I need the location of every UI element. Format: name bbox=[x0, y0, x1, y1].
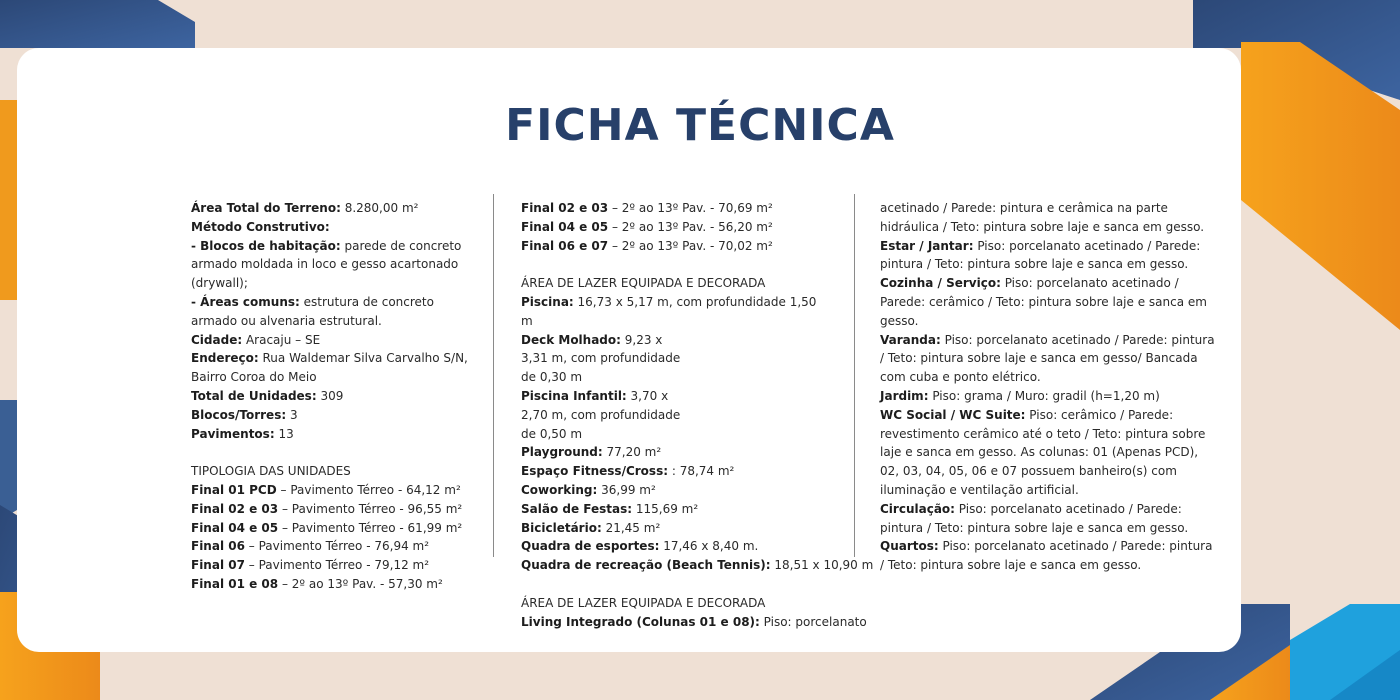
tipologia-item: Final 02 e 03 – 2º ao 13º Pav. - 70,69 m² bbox=[521, 201, 773, 215]
lazer-item: Playground: 77,20 m² bbox=[521, 445, 662, 460]
living-integrado: Living Integrado (Colunas 01 e 08): Piso: porcelanato bbox=[521, 614, 867, 629]
column-divider bbox=[493, 194, 494, 557]
lazer-heading: ÁREA DE LAZER EQUIPADA E DECORADA bbox=[521, 276, 766, 291]
column-general-info bbox=[191, 199, 481, 594]
blocos-habitacao: - Blocos de habitação: parede de concreto armado moldada in loco e gesso acartonado (drywall); bbox=[191, 238, 462, 291]
lazer-item: Deck Molhado: 9,23 x 3,31 m, com profundidade de 0,30 m bbox=[521, 332, 681, 385]
pavimentos: Pavimentos: 13 bbox=[191, 426, 294, 441]
lazer-item: Coworking: 36,99 m² bbox=[521, 482, 656, 497]
page-title: FICHA TÉCNICA bbox=[505, 100, 895, 151]
tipologia-item: Final 07 – Pavimento Térreo - 79,12 m² bbox=[191, 558, 430, 573]
tipologia-item: Final 04 e 05 – Pavimento Térreo - 61,99 m² bbox=[191, 520, 463, 535]
finish-item: Quartos: Piso: porcelanato acetinado / Parede: pintura / Teto: pintura sobre laje e sanca em gesso. bbox=[880, 539, 1213, 573]
finish-item: Cozinha / Serviço: Piso: porcelanato acetinado / Parede: cerâmico / Teto: pintura sobre laje e sanca em gesso. bbox=[880, 276, 1207, 328]
finish-item: Circulação: Piso: porcelanato acetinado / Parede: pintura / Teto: pintura sobre laje e sanca em gesso. bbox=[880, 501, 1189, 535]
deco-left-navy bbox=[0, 400, 17, 520]
living-continuation: acetinado / Parede: pintura e cerâmica na parte hidráulica / Teto: pintura sobre laje e sanca em gesso. bbox=[880, 201, 1205, 234]
lazer-item: Quadra de esportes: 17,46 x 8,40 m. bbox=[521, 539, 759, 554]
tipologia-item: Final 06 e 07 – 2º ao 13º Pav. - 70,02 m² bbox=[521, 238, 773, 253]
lazer-item: Quadra de recreação (Beach Tennis): 18,51 x 10,90 m bbox=[521, 558, 874, 573]
column-divider bbox=[854, 194, 855, 557]
lazer-item: Piscina: 16,73 x 5,17 m, com profundidade 1,50 m bbox=[521, 294, 817, 328]
tipologia-item: Final 06 – Pavimento Térreo - 76,94 m² bbox=[191, 539, 430, 554]
lazer-item: Bicicletário: 21,45 m² bbox=[521, 520, 661, 535]
total-unidades: Total de Unidades: 309 bbox=[191, 388, 344, 403]
blocos-torres: Blocos/Torres: 3 bbox=[191, 407, 298, 422]
metodo-construtivo: Método Construtivo: bbox=[191, 219, 330, 234]
finish-item: Estar / Jantar: Piso: porcelanato acetinado / Parede: pintura / Teto: pintura sobre laje e sanca em gesso. bbox=[880, 238, 1201, 272]
deco-top-left-navy bbox=[0, 0, 195, 48]
tipologia-heading: TIPOLOGIA DAS UNIDADES bbox=[191, 464, 351, 479]
lazer-item: Espaço Fitness/Cross: : 78,74 m² bbox=[521, 464, 735, 479]
tipologia-item: Final 04 e 05 – 2º ao 13º Pav. - 56,20 m² bbox=[521, 219, 773, 234]
area-total: Área Total do Terreno: 8.280,00 m² bbox=[191, 201, 419, 215]
tipologia-item: Final 01 e 08 – 2º ao 13º Pav. - 57,30 m² bbox=[191, 576, 443, 591]
finish-item: WC Social / WC Suite: Piso: cerâmico / Parede: revestimento cerâmico até o teto / Teto: pintura sobre laje e sanca em gesso. As colunas: 01 (Apenas PCD), 02, 03, 04, 05, 06 e 07 possuem banheiro(s) com iluminação e ventilação artificial. bbox=[880, 407, 1206, 497]
endereco: Endereço: Rua Waldemar Silva Carvalho S/N, Bairro Coroa do Meio bbox=[191, 351, 468, 385]
lazer-heading: ÁREA DE LAZER EQUIPADA E DECORADA bbox=[521, 595, 766, 610]
finish-item: Varanda: Piso: porcelanato acetinado / Parede: pintura / Teto: pintura sobre laje e sanca em gesso/ Bancada com cuba e ponto elétrico. bbox=[880, 332, 1215, 385]
finish-item: Jardim: Piso: grama / Muro: gradil (h=1,20 m) bbox=[880, 388, 1160, 403]
column-leisure-area bbox=[521, 199, 874, 631]
cidade: Cidade: Aracaju – SE bbox=[191, 332, 321, 347]
tipologia-item: Final 02 e 03 – Pavimento Térreo - 96,55 m² bbox=[191, 501, 463, 516]
lazer-item: Salão de Festas: 115,69 m² bbox=[521, 501, 699, 516]
tipologia-item: Final 01 PCD – Pavimento Térreo - 64,12 m² bbox=[191, 482, 461, 497]
areas-comuns: - Áreas comuns: estrutura de concreto armado ou alvenaria estrutural. bbox=[191, 294, 434, 328]
lazer-item: Piscina Infantil: 3,70 x 2,70 m, com profundidade de 0,50 m bbox=[521, 388, 681, 441]
column-finishes bbox=[880, 199, 1216, 575]
